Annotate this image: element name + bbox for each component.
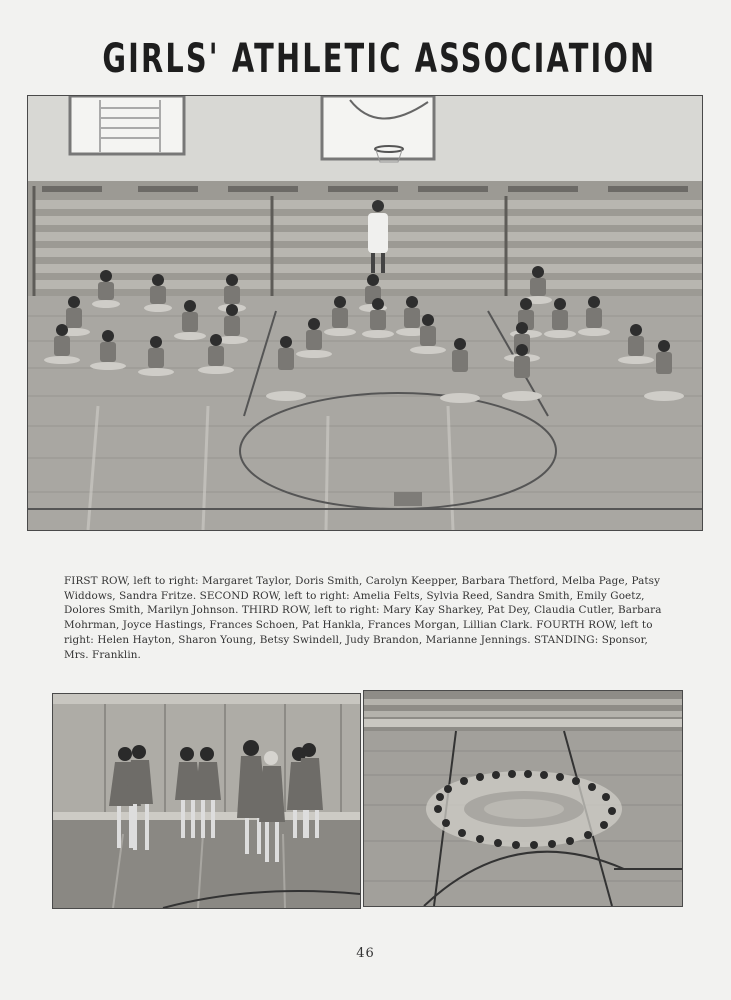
dance-photo — [52, 693, 361, 909]
circle-formation-photo — [363, 690, 683, 907]
page-number: 46 — [356, 946, 375, 961]
photo-caption: FIRST ROW, left to right: Margaret Taylor, Doris Smith, Carolyn Keepper, Barbara Thetford, Melba Page, Patsy Widdows, Sandra Fritze. SECOND ROW, left to right: Amelia Felts, Sylvia Reed, Sandra Smith, Emily Goetz, Dolores Smith, Marilyn Johnson. THIRD ROW, left to right: Mary Kay Sharkey, Pat Dey, Claudia Cutler, Barbara Mohrman, Joyce Hastings, Frances Schoen, Pat Hankla, Frances Morgan, Lillian Clark. FOURTH ROW, left to right: Helen Hayton, Sharon Young, Betsy Swindell, Judy Brandon, Marianne Jennings. STANDING: Sponsor, Mrs. Franklin. — [64, 575, 662, 661]
group-photo — [27, 95, 703, 531]
page-title: GIRLS' ATHLETIC ASSOCIATION — [102, 36, 657, 82]
